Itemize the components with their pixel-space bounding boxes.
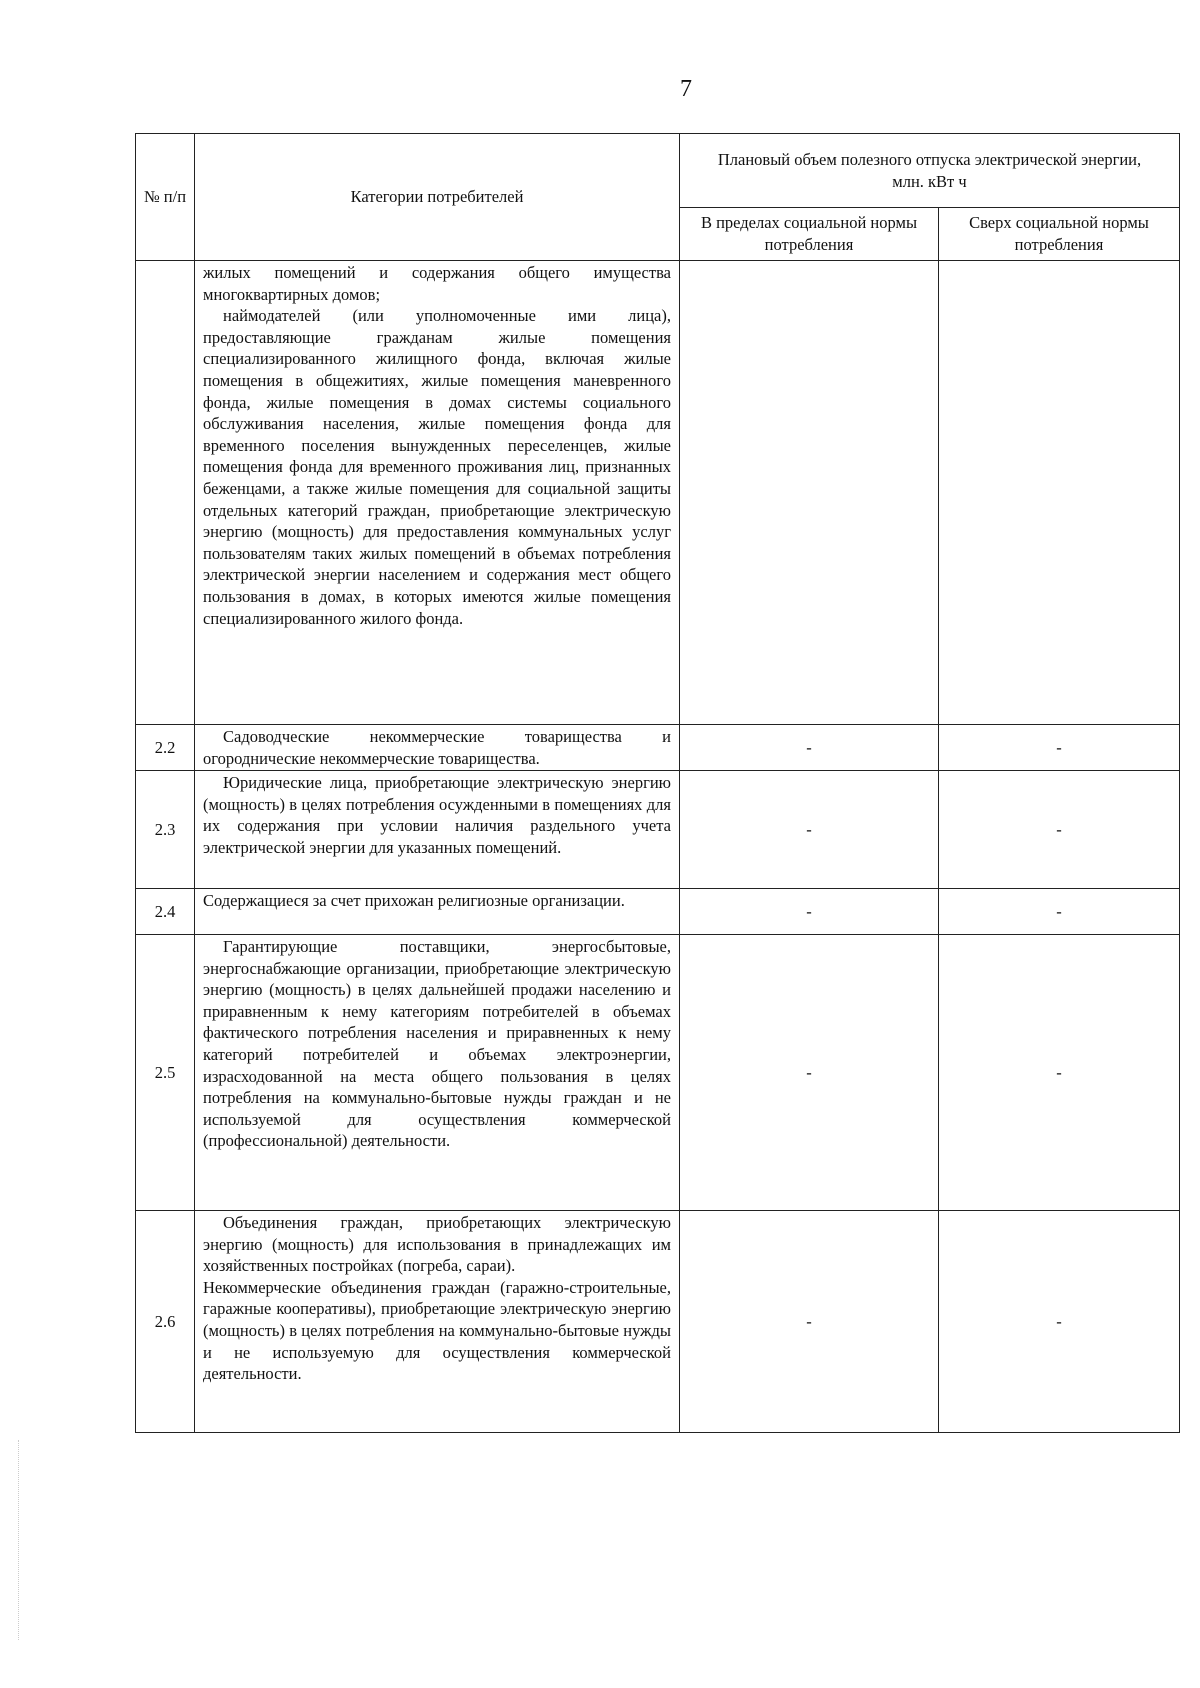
- row-num: 2.6: [136, 1211, 195, 1433]
- table-row: [136, 935, 1180, 1211]
- table-row: [136, 889, 1180, 935]
- page-number: 7: [680, 76, 692, 102]
- scan-margin-marks: [18, 1440, 22, 1640]
- row-num: 2.3: [136, 771, 195, 889]
- row-category: [195, 935, 680, 1211]
- row-category: [195, 1211, 680, 1433]
- header-num: № п/п: [136, 134, 195, 261]
- row-within-value: -: [680, 889, 939, 935]
- row-above-value: -: [939, 935, 1180, 1211]
- row-above-value: [939, 261, 1180, 725]
- consumer-categories-table: [135, 133, 1180, 1433]
- row-within-value: -: [680, 771, 939, 889]
- row-num: 2.2: [136, 725, 195, 771]
- category-paragraph: Гарантирующие поставщики, энергосбытовые, энергоснабжающие организации, приобретающие электрическую энергию (мощность) в целях дальнейшей продажи населению и приравненным к нему категориям потребителей в объемах фактического потребления населения и приравненных к нему категорий потребителей и объемах электроэнергии, израсходованной на места общего пользования в целях потребления на коммунально-бытовые нужды граждан и не используемой для осуществления коммерческой (профессиональной) деятельности.: [203, 937, 671, 1151]
- category-paragraph: Объединения граждан, приобретающих электрическую энергию (мощность) для использования в принадлежащих им хозяйственных постройках (погреба, сараи).: [203, 1213, 671, 1276]
- header-above-norm: Сверх социальной нормы потребления: [939, 207, 1180, 260]
- row-above-value: -: [939, 889, 1180, 935]
- row-above-value: -: [939, 725, 1180, 771]
- row-within-value: -: [680, 725, 939, 771]
- row-within-value: [680, 261, 939, 725]
- category-paragraph: Юридические лица, приобретающие электрическую энергию (мощность) в целях потребления осужденными в помещениях для их содержания при условии наличия раздельного учета электрической энергии для указанных помещений.: [203, 773, 671, 857]
- row-category: [195, 771, 680, 889]
- row-within-value: -: [680, 935, 939, 1211]
- row-category: [195, 889, 680, 935]
- category-paragraph: жилых помещений и содержания общего имущества многоквартирных домов;: [203, 263, 671, 304]
- header-volume: Плановый объем полезного отпуска электрической энергии, млн. кВт ч: [680, 134, 1180, 208]
- row-within-value: -: [680, 1211, 939, 1433]
- row-num: 2.5: [136, 935, 195, 1211]
- row-num: 2.4: [136, 889, 195, 935]
- row-num: [136, 261, 195, 725]
- table-row: [136, 771, 1180, 889]
- table-row: [136, 261, 1180, 725]
- header-within-norm: В пределах социальной нормы потребления: [680, 207, 939, 260]
- row-category: [195, 261, 680, 725]
- header-category: Категории потребителей: [195, 134, 680, 261]
- row-above-value: -: [939, 1211, 1180, 1433]
- category-paragraph: Содержащиеся за счет прихожан религиозные организации.: [203, 891, 625, 910]
- category-paragraph: Садоводческие некоммерческие товарищества и огороднические некоммерческие товарищества.: [203, 727, 671, 768]
- category-paragraph: Некоммерческие объединения граждан (гаражно-строительные, гаражные кооперативы), приобретающие электрическую энергию (мощность) в целях потребления на коммунально-бытовые нужды и не используемую для осуществления коммерческой деятельности.: [203, 1277, 671, 1384]
- row-category: [195, 725, 680, 771]
- table-row: [136, 1211, 1180, 1433]
- row-above-value: -: [939, 771, 1180, 889]
- table-row: [136, 725, 1180, 771]
- category-paragraph: наймодателей (или уполномоченные ими лица), предоставляющие гражданам жилые помещения специализированного жилищного фонда, включая жилые помещения в общежитиях, жилые помещения маневренного фонда, жилые помещения в домах системы социального обслуживания населения, жилые помещения фонда для временного поселения вынужденных переселенцев, жилые помещения фонда для временного проживания лиц, признанных беженцами, а также жилые помещения для социальной защиты отдельных категорий граждан, приобретающие электрическую энергию (мощность) для предоставления коммунальных услуг пользователям таких жилых помещений в объемах потребления электрической энергии населением и содержания мест общего пользования в домах, в которых имеются жилые помещения специализированного жилого фонда.: [203, 306, 671, 628]
